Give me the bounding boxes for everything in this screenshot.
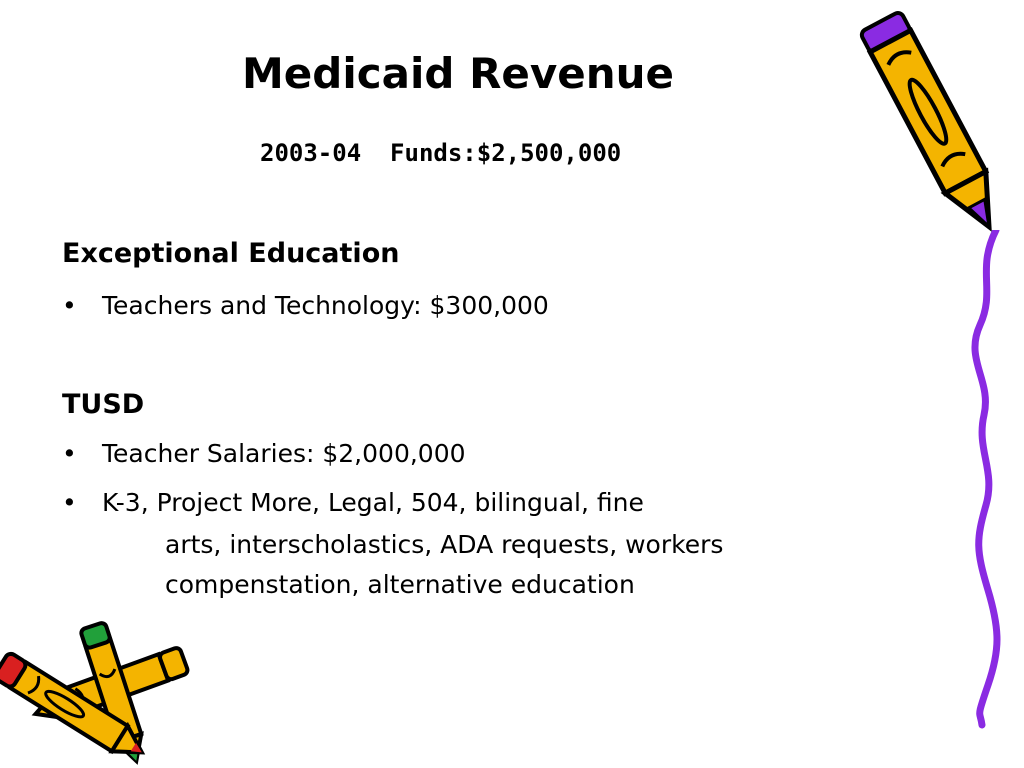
bullet-continuation-line: arts, interscholastics, ADA requests, workers (165, 530, 724, 559)
pencil-cluster-icon (0, 615, 210, 765)
slide-title: Medicaid Revenue (242, 49, 675, 98)
bullet-dot: • (62, 291, 77, 320)
bullet-text: Teachers and Technology: $300,000 (102, 291, 549, 320)
bullet-continuation-line: compenstation, alternative education (165, 570, 635, 599)
bullet-dot: • (62, 439, 77, 468)
slide-subtitle: 2003-04 Funds:$2,500,000 (260, 139, 622, 167)
section-heading-exceptional-education: Exceptional Education (62, 238, 400, 269)
wavy-line (966, 230, 1006, 730)
section-heading-tusd: TUSD (62, 389, 145, 420)
pencil-icon (850, 0, 1020, 250)
bullet-dot: • (62, 488, 77, 517)
bullet-text: K-3, Project More, Legal, 504, bilingual, fine (102, 488, 644, 517)
bullet-text: Teacher Salaries: $2,000,000 (102, 439, 466, 468)
